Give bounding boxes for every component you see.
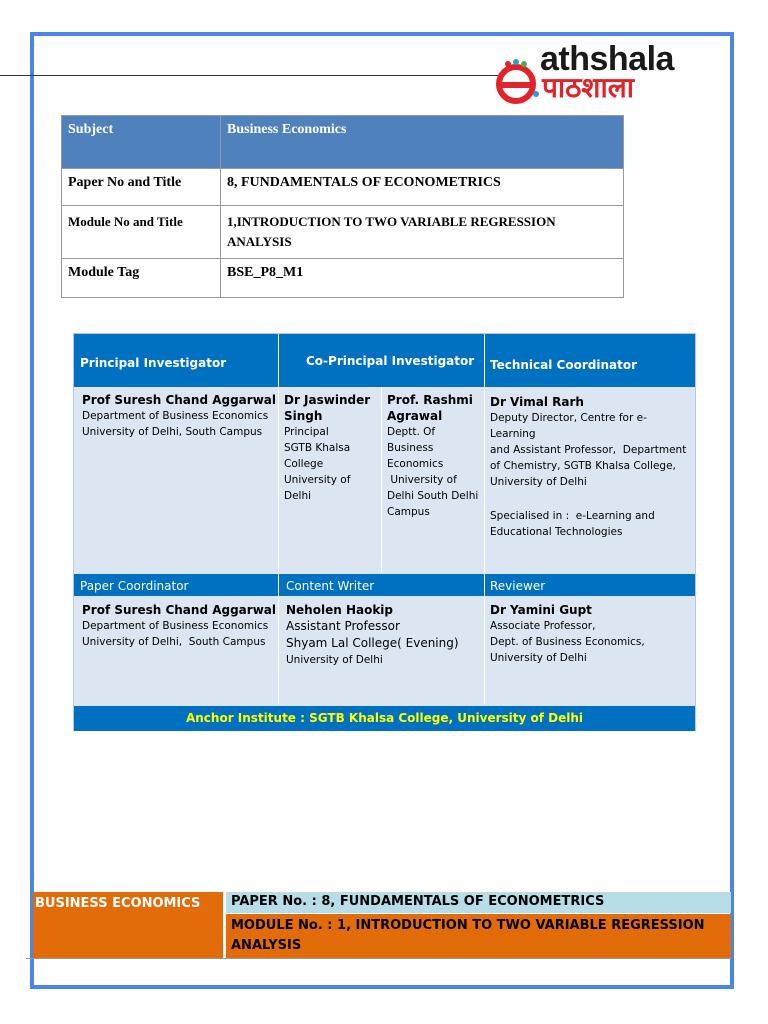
affiliation-line: Dept. of Business Economics,	[490, 636, 645, 648]
affiliation-line: University of Delhi	[490, 652, 587, 664]
affiliation-line: College	[284, 458, 324, 470]
table-row	[62, 206, 624, 259]
footer-module: MODULE No. : 1, INTRODUCTION TO TWO VARIABLE REGRESSION ANALYSIS	[226, 914, 731, 958]
table-row	[62, 259, 624, 298]
person-name: Prof Suresh Chand Aggarwal	[82, 603, 276, 617]
row-value: 8, FUNDAMENTALS OF ECONOMETRICS	[221, 169, 624, 206]
header-paper-coordinator: Paper Coordinator	[80, 579, 189, 593]
affiliation-line: Deptt. Of	[387, 426, 436, 438]
technical-coordinator-info	[490, 394, 695, 540]
co-pi-2-info	[387, 392, 483, 520]
footer-rule	[26, 958, 731, 959]
affiliation-line: Department of Business Economics	[82, 410, 269, 422]
module-info-table	[61, 115, 624, 298]
page-footer	[33, 892, 731, 958]
affiliation-line: Associate Professor,	[490, 620, 596, 632]
affiliation-line: Department of Business Economics	[82, 620, 269, 632]
content-writer-info	[286, 602, 481, 668]
affiliation-line: University of Delhi	[286, 654, 383, 666]
affiliation-line: and Assistant Professor, Department	[490, 444, 687, 456]
affiliation-line: University of	[387, 474, 457, 486]
affiliation-line: University of Delhi, South Campus	[82, 636, 266, 648]
divider	[484, 387, 485, 572]
person-name: Singh	[284, 409, 323, 423]
principal-investigator-info	[82, 392, 276, 440]
affiliation-line: University of	[284, 474, 351, 486]
team-credits-panel	[73, 333, 696, 731]
logo-devanagari-text: पाठशाला	[542, 71, 634, 104]
divider	[278, 387, 279, 572]
co-pi-1-info	[284, 392, 379, 504]
specialisation-line: Educational Technologies	[490, 526, 623, 538]
footer-paper: PAPER No. : 8, FUNDAMENTALS OF ECONOMETRICS	[226, 892, 731, 913]
header-technical-coordinator: Technical Coordinator	[490, 358, 637, 372]
affiliation-line: Delhi	[284, 490, 312, 502]
affiliation-line: Deputy Director, Centre for e-	[490, 412, 647, 424]
header-reviewer: Reviewer	[490, 579, 546, 593]
affiliation-line: Principal	[284, 426, 329, 438]
row-label: Module No and Title	[62, 206, 221, 259]
row-value: BSE_P8_M1	[221, 259, 624, 298]
affiliation-line: Campus	[387, 506, 430, 518]
anchor-institute-banner: Anchor Institute : SGTB Khalsa College, University of Delhi	[74, 706, 695, 731]
affiliation-line: SGTB Khalsa	[284, 442, 351, 454]
affiliation-line: University of Delhi, South Campus	[82, 426, 263, 438]
row-value: Business Economics	[221, 116, 624, 169]
header-rule	[0, 75, 500, 76]
person-name: Prof Suresh Chand Aggarwal	[82, 393, 276, 407]
person-name: Dr Vimal Rarh	[490, 395, 584, 409]
paper-coordinator-info	[82, 602, 276, 650]
divider	[278, 334, 279, 387]
affiliation-line: of Chemistry, SGTB Khalsa College,	[490, 460, 676, 472]
affiliation-line: Economics	[387, 458, 444, 470]
affiliation-line: Business	[387, 442, 434, 454]
header-content-writer: Content Writer	[286, 579, 375, 593]
person-name: Dr Yamini Gupt	[490, 603, 592, 617]
affiliation-line: University of Delhi	[490, 476, 587, 488]
affiliation-line: Delhi South Delhi	[387, 490, 479, 502]
affiliation-line: Assistant Professor	[286, 619, 400, 633]
person-name: Neholen Haokip	[286, 603, 394, 617]
divider	[484, 334, 485, 387]
affiliation-line: Learning	[490, 428, 536, 440]
spacer	[490, 490, 695, 508]
table-row	[62, 116, 624, 169]
divider	[278, 574, 279, 704]
header-co-principal-investigator: Co-Principal Investigator	[306, 354, 475, 368]
divider	[381, 387, 382, 572]
epathshala-logo	[494, 38, 724, 108]
logo-latin-text: athshala	[540, 40, 674, 78]
row-label: Paper No and Title	[62, 169, 221, 206]
header-principal-investigator: Principal Investigator	[80, 356, 227, 370]
row-label: Subject	[62, 116, 221, 169]
row-value: 1,INTRODUCTION TO TWO VARIABLE REGRESSION ANALYSIS	[221, 206, 624, 259]
specialisation-line: Specialised in : e-Learning and	[490, 510, 655, 522]
epathshala-logo-mark-icon	[496, 58, 542, 104]
table-row	[62, 169, 624, 206]
person-name: Dr Jaswinder	[284, 393, 371, 407]
footer-subject: BUSINESS ECONOMICS	[33, 892, 223, 958]
person-name: Agrawal	[387, 409, 443, 423]
reviewer-info	[490, 602, 695, 666]
row-label: Module Tag	[62, 259, 221, 298]
divider	[484, 574, 485, 704]
person-name: Prof. Rashmi	[387, 393, 473, 407]
affiliation-line: Shyam Lal College( Evening)	[286, 636, 459, 650]
